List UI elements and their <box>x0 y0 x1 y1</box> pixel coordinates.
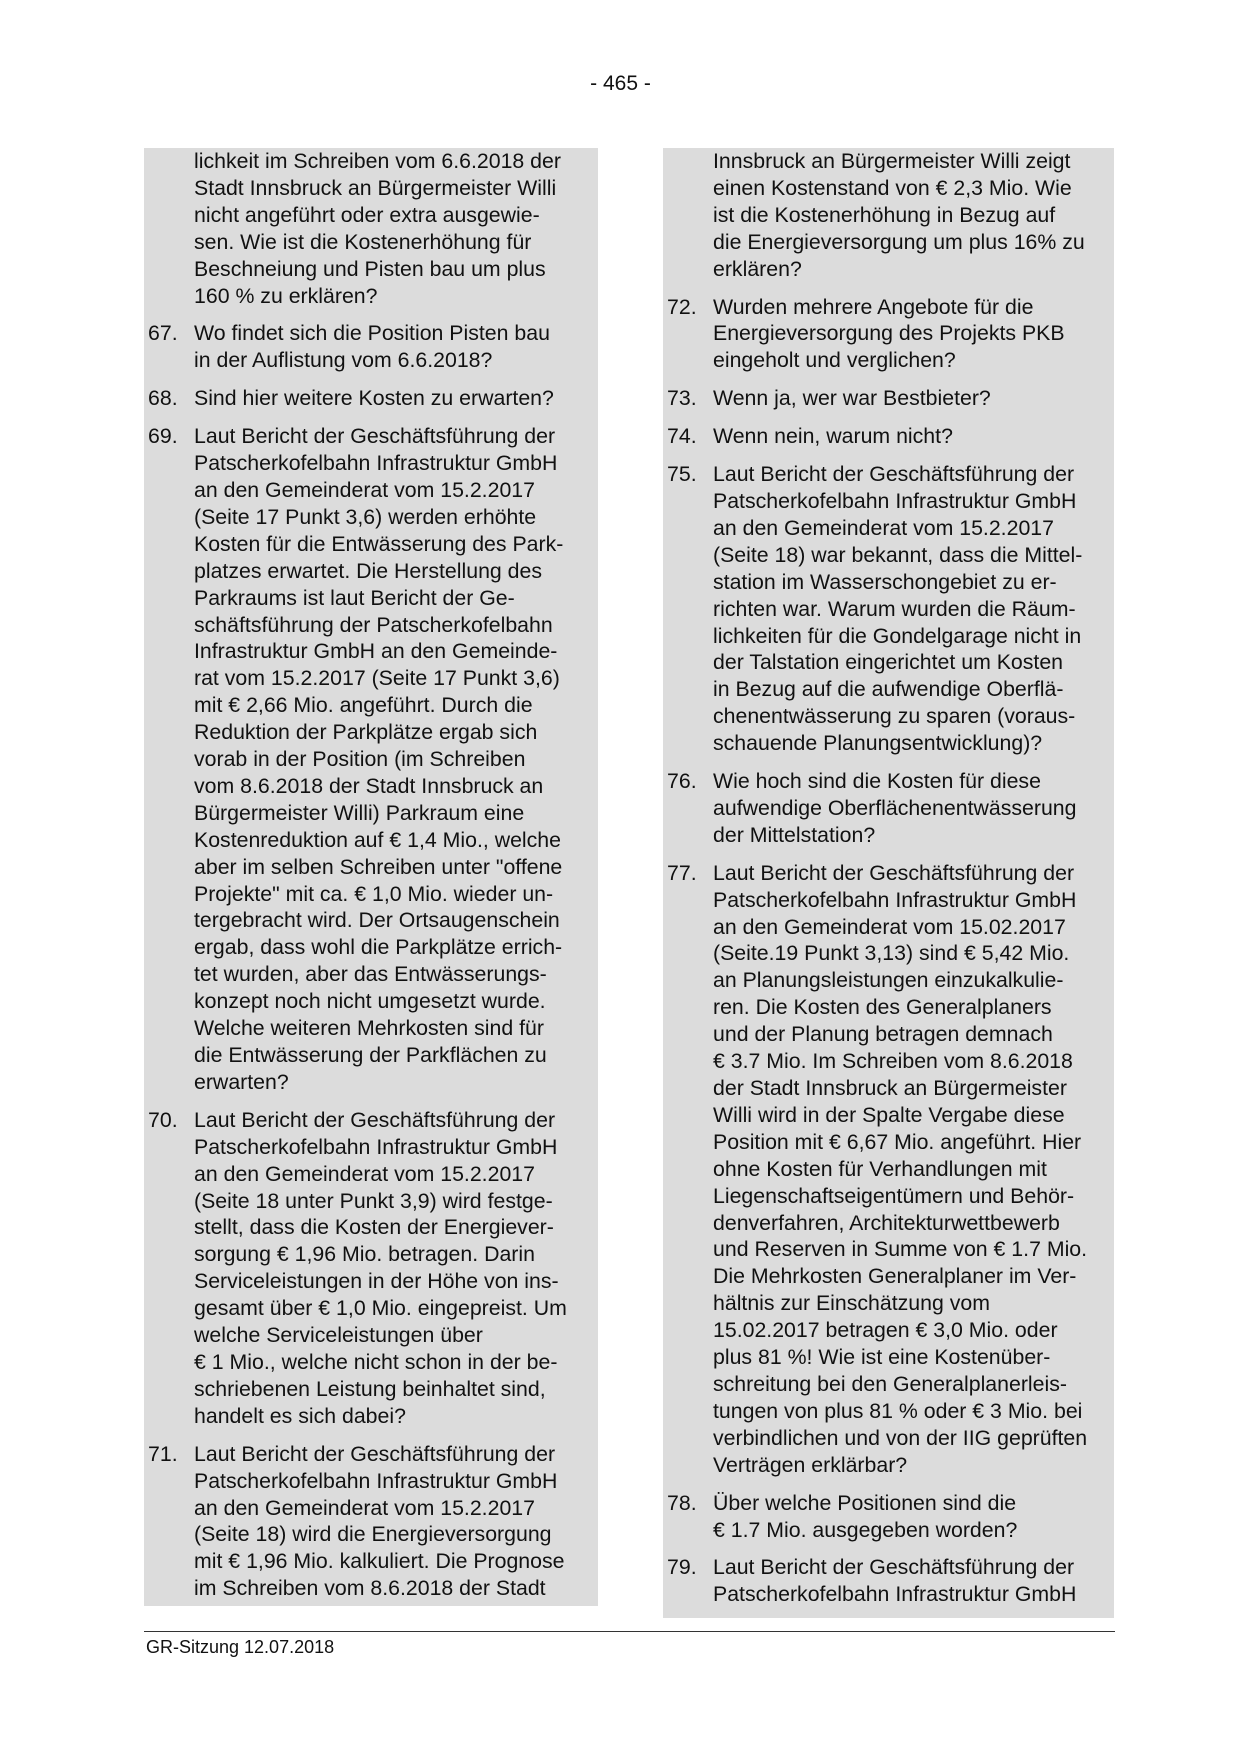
text-line: (Seite 18) wird die Energieversorgung <box>194 1522 552 1547</box>
text-line: konzept noch nicht umgesetzt wurde. <box>194 989 546 1014</box>
text-line: tungen von plus 81 % oder € 3 Mio. bei <box>713 1398 1083 1423</box>
text-line: (Seite 18 unter Punkt 3,9) wird festge- <box>194 1188 553 1213</box>
item-number: 79. <box>667 1555 697 1580</box>
text-line: Laut Bericht der Geschäftsführung der <box>713 1555 1075 1580</box>
item-number: 75. <box>667 462 697 487</box>
item-number: 68. <box>148 386 178 411</box>
text-line: Kostenreduktion auf € 1,4 Mio., welche <box>194 827 561 852</box>
text-line: Patscherkofelbahn Infrastruktur GmbH <box>194 1134 558 1159</box>
text-line: € 3.7 Mio. Im Schreiben vom 8.6.2018 <box>713 1049 1073 1074</box>
text-line: an den Gemeinderat vom 15.2.2017 <box>194 1161 535 1186</box>
question-item-78 <box>663 1490 1114 1544</box>
text-line: Serviceleistungen in der Höhe von ins- <box>194 1269 559 1294</box>
text-line: in Bezug auf die aufwendige Oberflä- <box>713 677 1064 702</box>
text-line: Laut Bericht der Geschäftsführung der <box>713 462 1075 487</box>
text-line: (Seite 18) war bekannt, dass die Mittel- <box>713 542 1083 567</box>
text-line: an den Gemeinderat vom 15.2.2017 <box>713 515 1054 540</box>
text-line: Patscherkofelbahn Infrastruktur GmbH <box>194 451 558 476</box>
text-line: 15.02.2017 betragen € 3,0 Mio. oder <box>713 1318 1058 1343</box>
text-line: Wenn nein, warum nicht? <box>713 424 953 449</box>
text-line: der Talstation eingerichtet um Kosten <box>713 650 1064 675</box>
text-line: € 1 Mio., welche nicht schon in der be- <box>194 1349 558 1374</box>
item-number: 70. <box>148 1107 178 1132</box>
text-line: € 1.7 Mio. ausgegeben worden? <box>713 1517 1018 1542</box>
text-line: richten war. Warum wurden die Räum- <box>713 596 1076 621</box>
item-number: 67. <box>148 321 178 346</box>
page-number: - 465 - <box>590 72 651 95</box>
text-line: im Schreiben vom 8.6.2018 der Stadt <box>194 1576 546 1601</box>
text-line: vom 8.6.2018 der Stadt Innsbruck an <box>194 773 544 798</box>
text-line: Patscherkofelbahn Infrastruktur GmbH <box>713 1582 1077 1607</box>
text-line: Parkraums ist laut Bericht der Ge- <box>194 585 515 610</box>
text-line: (Seite.19 Punkt 3,13) sind € 5,42 Mio. <box>713 941 1070 966</box>
text-line: lichkeiten für die Gondelgarage nicht in <box>713 623 1082 648</box>
text-line: verbindlichen und von der IIG geprüften <box>713 1425 1088 1450</box>
text-line: station im Wasserschongebiet zu er- <box>713 569 1057 594</box>
right-column <box>663 148 1114 1618</box>
footer-divider <box>144 1631 1115 1632</box>
text-line: (Seite 17 Punkt 3,6) werden erhöhte <box>194 504 537 529</box>
text-line: Bürgermeister Willi) Parkraum eine <box>194 800 525 825</box>
text-line: Wie hoch sind die Kosten für diese <box>713 769 1041 794</box>
question-item-79 <box>663 1554 1114 1608</box>
question-item-67 <box>144 320 598 374</box>
text-line: die Energieversorgung um plus 16% zu <box>713 229 1085 254</box>
item-number: 72. <box>667 294 697 319</box>
question-item-72 <box>663 294 1114 375</box>
text-line: aufwendige Oberflächenentwässerung <box>713 795 1077 820</box>
footer-text: GR-Sitzung 12.07.2018 <box>146 1637 335 1657</box>
text-line: der Stadt Innsbruck an Bürgermeister <box>713 1076 1067 1100</box>
text-line: und der Planung betragen demnach <box>713 1022 1053 1047</box>
text-line: an den Gemeinderat vom 15.2.2017 <box>194 477 535 502</box>
text-line: erklären? <box>713 256 802 281</box>
item-number: 71. <box>148 1441 178 1466</box>
question-item-70 <box>144 1107 598 1430</box>
text-line: tet wurden, aber das Entwässerungs- <box>194 962 547 987</box>
text-line: Patscherkofelbahn Infrastruktur GmbH <box>713 887 1077 912</box>
question-item-74 <box>663 423 1114 450</box>
text-line: schreitung bei den Generalplanerleis- <box>713 1371 1067 1396</box>
item-number: 76. <box>667 769 697 794</box>
text-line: an den Gemeinderat vom 15.02.2017 <box>713 914 1066 939</box>
text-line: nicht angeführt oder extra ausgewie- <box>194 202 540 227</box>
text-line: an den Gemeinderat vom 15.2.2017 <box>194 1495 535 1520</box>
text-line: Infrastruktur GmbH an den Gemeinde- <box>194 639 558 664</box>
text-line: vorab in der Position (im Schreiben <box>194 747 526 772</box>
text-line: 160 % zu erklären? <box>194 283 378 308</box>
item-number: 69. <box>148 424 178 449</box>
text-line: Verträgen erklärbar? <box>713 1452 908 1477</box>
text-line: Patscherkofelbahn Infrastruktur GmbH <box>194 1468 558 1493</box>
item-number: 77. <box>667 860 697 885</box>
text-line: ist die Kostenerhöhung in Bezug auf <box>713 202 1056 227</box>
text-line: Beschneiung und Pisten bau um plus <box>194 256 546 281</box>
text-line: handelt es sich dabei? <box>194 1403 406 1428</box>
text-line: mit € 2,66 Mio. angeführt. Durch die <box>194 693 533 718</box>
text-line: schriebenen Leistung beinhaltet sind, <box>194 1376 546 1401</box>
text-line: aber im selben Schreiben unter "offene <box>194 854 563 879</box>
text-line: ohne Kosten für Verhandlungen mit <box>713 1156 1047 1181</box>
text-line: Willi wird in der Spalte Vergabe diese <box>713 1102 1065 1127</box>
question-item-76 <box>663 768 1114 849</box>
text-line: Stadt Innsbruck an Bürgermeister Willi <box>194 175 557 200</box>
text-line: Wo findet sich die Position Pisten bau <box>194 321 550 346</box>
continuation-paragraph <box>663 148 1114 283</box>
text-line: Position mit € 6,67 Mio. angeführt. Hier <box>713 1129 1082 1154</box>
question-item-77 <box>663 860 1114 1479</box>
text-line: Wurden mehrere Angebote für die <box>713 294 1034 319</box>
text-line: Energieversorgung des Projekts PKB <box>713 321 1065 346</box>
text-line: und Reserven in Summe von € 1.7 Mio. <box>713 1237 1088 1262</box>
text-line: plus 81 %! Wie ist eine Kostenüber- <box>713 1345 1051 1370</box>
question-item-69 <box>144 423 598 1096</box>
text-line: rat vom 15.2.2017 (Seite 17 Punkt 3,6) <box>194 666 560 691</box>
text-line: Die Mehrkosten Generalplaner im Ver- <box>713 1264 1077 1289</box>
text-line: platzes erwartet. Die Herstellung des <box>194 558 543 583</box>
text-line: einen Kostenstand von € 2,3 Mio. Wie <box>713 175 1072 200</box>
text-line: gesamt über € 1,0 Mio. eingepreist. Um <box>194 1296 567 1321</box>
text-line: tergebracht wird. Der Ortsaugenschein <box>194 908 560 933</box>
text-line: welche Serviceleistungen über <box>194 1323 483 1348</box>
text-line: Laut Bericht der Geschäftsführung der <box>713 860 1075 885</box>
question-item-73 <box>663 385 1114 412</box>
text-line: Innsbruck an Bürgermeister Willi zeigt <box>713 149 1071 173</box>
text-line: die Entwässerung der Parkflächen zu <box>194 1043 547 1067</box>
text-line: Über welche Positionen sind die <box>713 1490 1017 1515</box>
text-line: Laut Bericht der Geschäftsführung der <box>194 424 556 449</box>
text-line: Sind hier weitere Kosten zu erwarten? <box>194 386 554 411</box>
text-line: Laut Bericht der Geschäftsführung der <box>194 1107 556 1132</box>
text-line: in der Auflistung vom 6.6.2018? <box>194 348 493 373</box>
text-line: schauende Planungsentwicklung)? <box>713 731 1043 756</box>
continuation-paragraph <box>144 148 598 309</box>
text-line: schäftsführung der Patscherkofelbahn <box>194 612 553 637</box>
text-line: sorgung € 1,96 Mio. betragen. Darin <box>194 1242 535 1267</box>
text-line: mit € 1,96 Mio. kalkuliert. Die Prognose <box>194 1549 565 1574</box>
text-line: Kosten für die Entwässerung des Park- <box>194 531 564 556</box>
text-line: Projekte" mit ca. € 1,0 Mio. wieder un- <box>194 881 554 906</box>
text-line: ren. Die Kosten des Generalplaners <box>713 995 1052 1020</box>
text-line: Welche weiteren Mehrkosten sind für <box>194 1016 544 1041</box>
text-line: Liegenschaftseigentümern und Behör- <box>713 1183 1075 1208</box>
left-column <box>144 148 598 1606</box>
text-line: Patscherkofelbahn Infrastruktur GmbH <box>713 488 1077 513</box>
item-number: 74. <box>667 424 697 449</box>
text-line: Reduktion der Parkplätze ergab sich <box>194 720 538 745</box>
text-line: erwarten? <box>194 1069 289 1094</box>
text-line: Wenn ja, wer war Bestbieter? <box>713 386 991 411</box>
text-line: chenentwässerung zu sparen (voraus- <box>713 704 1076 729</box>
text-line: lichkeit im Schreiben vom 6.6.2018 der <box>194 149 561 173</box>
text-line: sen. Wie ist die Kostenerhöhung für <box>194 229 532 254</box>
text-line: Laut Bericht der Geschäftsführung der <box>194 1441 556 1466</box>
text-line: eingeholt und verglichen? <box>713 348 956 373</box>
text-line: an Planungsleistungen einzukalkulie- <box>713 968 1064 993</box>
question-item-68 <box>144 385 598 412</box>
text-line: hältnis zur Einschätzung vom <box>713 1291 990 1316</box>
text-line: der Mittelstation? <box>713 822 876 847</box>
item-number: 73. <box>667 386 697 411</box>
question-item-71 <box>144 1441 598 1602</box>
text-line: denverfahren, Architekturwettbewerb <box>713 1210 1060 1235</box>
item-number: 78. <box>667 1490 697 1515</box>
text-line: ergab, dass wohl die Parkplätze errich- <box>194 935 563 960</box>
question-item-75 <box>663 461 1114 757</box>
text-line: stellt, dass die Kosten der Energiever- <box>194 1215 554 1240</box>
